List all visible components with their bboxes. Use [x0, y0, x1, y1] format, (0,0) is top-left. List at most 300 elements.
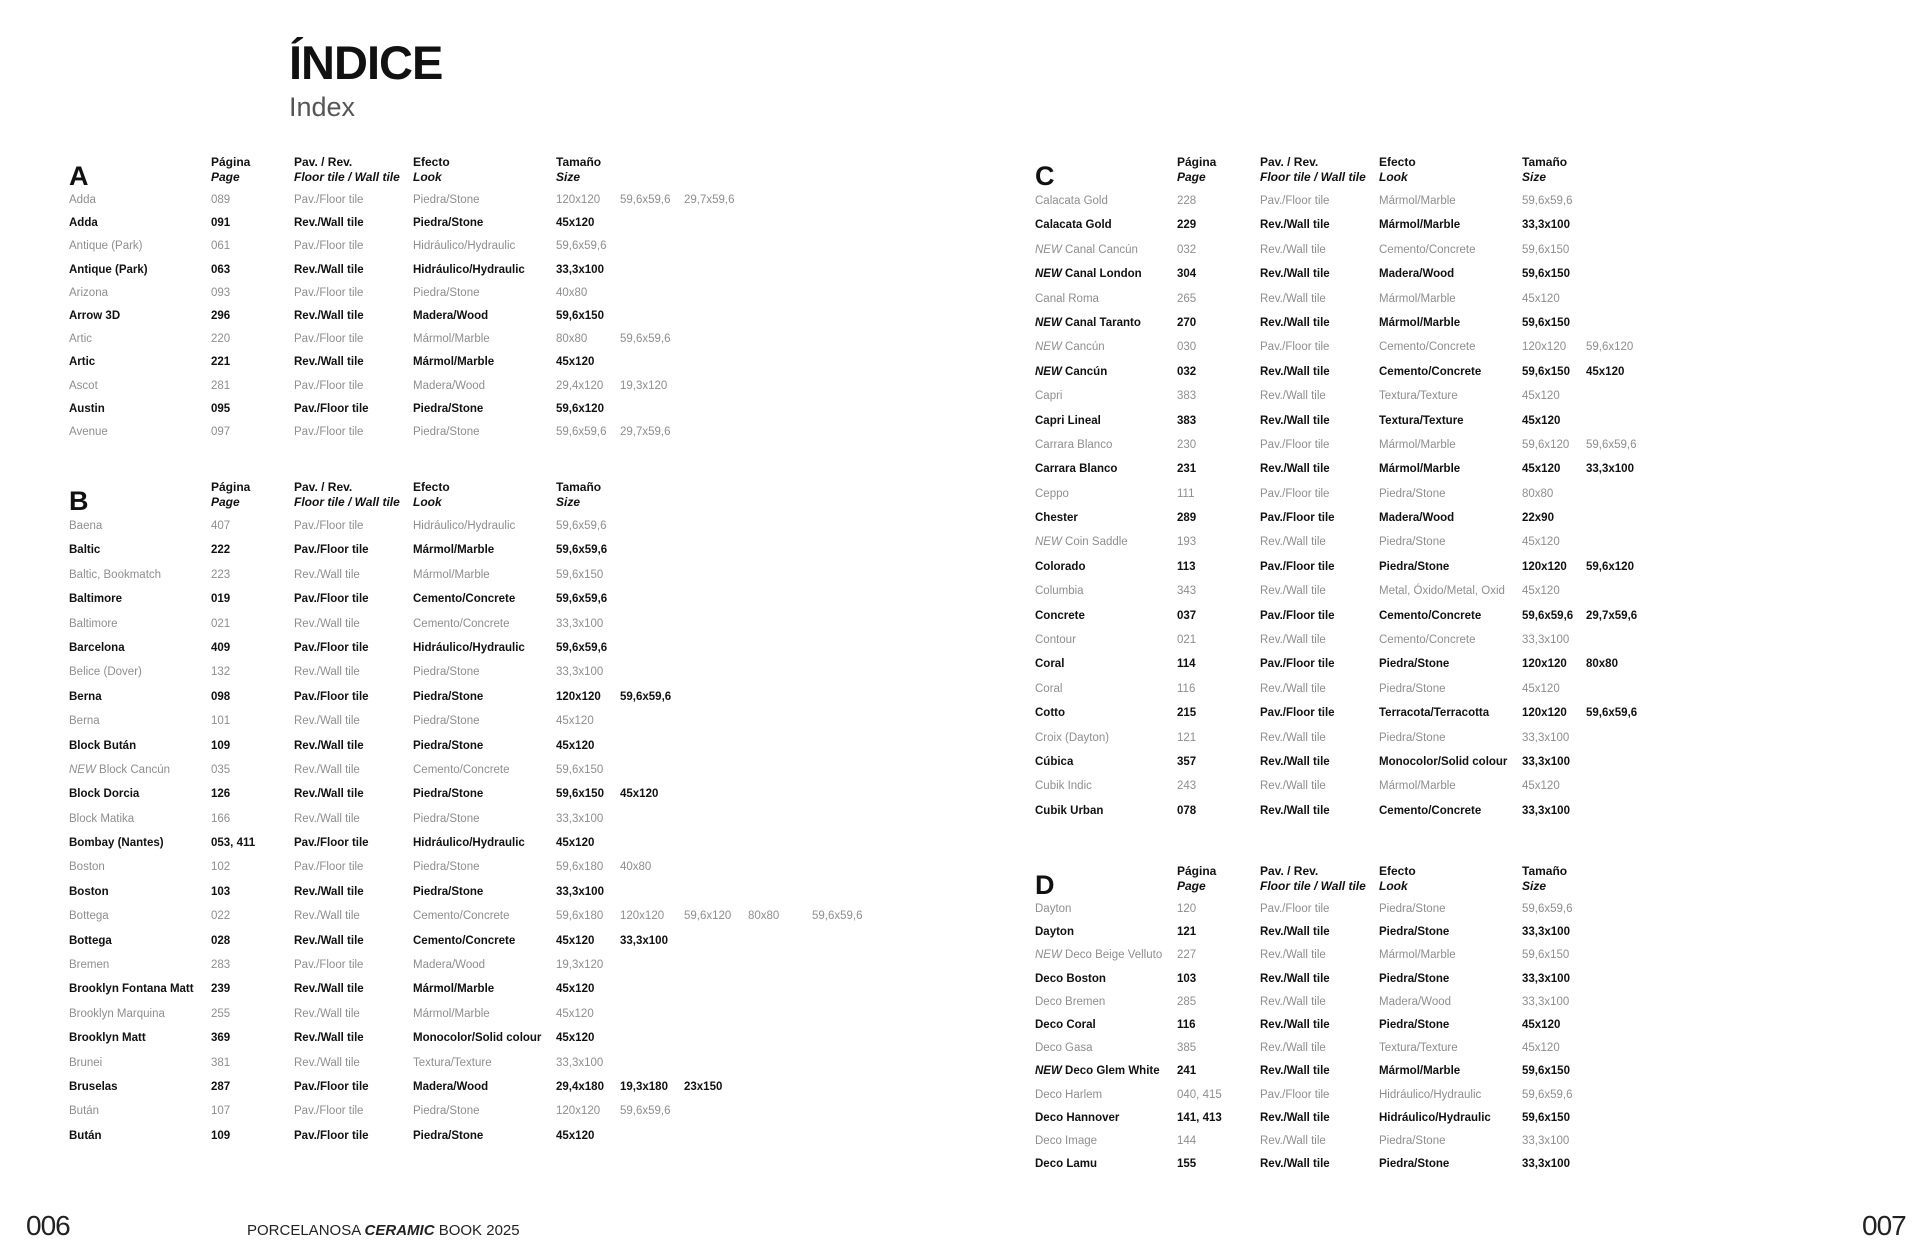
row-look: Textura/Texture	[413, 1056, 492, 1069]
row-page: 019	[211, 593, 231, 606]
row-name-text: Canal Taranto	[1065, 316, 1141, 329]
column-header-size	[1522, 864, 1567, 894]
column-label-look-en: Look	[1379, 879, 1408, 893]
index-row	[69, 305, 969, 328]
row-name-text: Austin	[69, 402, 105, 415]
row-name	[1035, 530, 1128, 554]
row-name-text: Deco Boston	[1035, 972, 1106, 985]
row-size: 45x120	[556, 1129, 595, 1142]
row-page: 126	[211, 788, 231, 801]
row-page: 132	[211, 666, 231, 679]
index-row	[1035, 311, 1920, 335]
row-size: 22x90	[1522, 512, 1554, 525]
row-tile: Rev./Wall tile	[294, 217, 364, 230]
row-name	[69, 1075, 118, 1099]
row-look: Piedra/Stone	[1379, 487, 1446, 500]
row-look: Hidráulico/Hydraulic	[1379, 1111, 1491, 1124]
row-look: Mármol/Marble	[1379, 195, 1456, 207]
row-tile: Rev./Wall tile	[1260, 972, 1330, 985]
column-label-size-en: Size	[556, 495, 581, 509]
row-page: 063	[211, 263, 231, 276]
row-name	[69, 831, 164, 855]
row-look: Metal, Óxido/Metal, Oxid	[1379, 585, 1505, 598]
row-name-text: Brooklyn Marquina	[69, 1007, 165, 1020]
row-look: Cemento/Concrete	[1379, 365, 1482, 378]
section-letter: B	[69, 486, 89, 516]
column-label-look: Efecto	[1379, 864, 1416, 878]
index-row	[69, 1026, 969, 1050]
row-size: 33,3x100	[1522, 926, 1570, 939]
page-number-left: 006	[26, 1210, 70, 1241]
row-size: 45x120	[1522, 585, 1560, 598]
column-label-look-en: Look	[413, 170, 442, 184]
row-name-text: Bruselas	[69, 1080, 118, 1093]
row-name	[69, 1124, 102, 1148]
row-name	[1035, 991, 1105, 1014]
row-name-text: Ceppo	[1035, 487, 1069, 500]
row-look: Hidráulico/Hydraulic	[413, 641, 525, 654]
row-size: 29,7x59,6	[1586, 609, 1638, 622]
row-tile: Rev./Wall tile	[1260, 536, 1326, 549]
page-subtitle: Index	[289, 92, 356, 122]
row-size: 33,3x100	[1522, 634, 1570, 647]
row-name-text: Boston	[69, 861, 105, 874]
row-page: 040, 415	[1177, 1088, 1222, 1101]
index-row	[69, 282, 969, 305]
column-label-size-en: Size	[1522, 170, 1547, 184]
column-label-tile-en: Floor tile / Wall tile	[1260, 170, 1366, 184]
row-name	[69, 538, 100, 562]
section-header	[69, 480, 969, 514]
index-row	[1035, 384, 1920, 408]
row-name	[69, 685, 102, 709]
row-name	[1035, 384, 1062, 408]
row-size: 59,6x59,6	[1522, 609, 1574, 622]
row-name-text: Contour	[1035, 634, 1076, 647]
row-look: Textura/Texture	[1379, 390, 1458, 403]
row-look: Madera/Wood	[413, 309, 489, 322]
row-name	[1035, 311, 1141, 335]
section-d	[1035, 864, 1920, 1176]
row-name	[69, 514, 102, 538]
row-size: 59,6x180	[556, 910, 604, 923]
row-name-text: Adda	[69, 194, 96, 206]
row-name	[69, 807, 134, 831]
row-tile: Rev./Wall tile	[1260, 1065, 1330, 1078]
row-name-text: Carrara Blanco	[1035, 438, 1113, 451]
row-name-text: Canal Cancún	[1065, 243, 1138, 256]
row-look: Textura/Texture	[1379, 1042, 1458, 1055]
row-size: 45x120	[556, 1007, 594, 1020]
row-name	[69, 351, 95, 374]
row-page: 111	[1177, 487, 1195, 500]
section-header	[69, 155, 969, 189]
row-look: Mármol/Marble	[1379, 219, 1461, 232]
index-row	[69, 514, 969, 538]
row-look: Mármol/Marble	[413, 983, 495, 996]
row-look: Piedra/Stone	[1379, 682, 1446, 695]
column-label-tile: Pav. / Rev.	[1260, 155, 1319, 169]
row-tile: Pav./Floor tile	[294, 1105, 364, 1118]
row-page: 114	[1177, 658, 1196, 671]
row-size: 19,3x120	[556, 959, 604, 972]
index-row	[69, 929, 969, 953]
column-header-size	[1522, 155, 1567, 185]
row-tile: Pav./Floor tile	[294, 1080, 369, 1093]
row-look: Piedra/Stone	[1379, 560, 1450, 573]
row-tile: Pav./Floor tile	[294, 379, 364, 392]
row-name	[1035, 1037, 1093, 1060]
index-row	[1035, 677, 1920, 701]
row-tile: Rev./Wall tile	[1260, 995, 1326, 1008]
index-row	[69, 636, 969, 660]
row-name	[1035, 360, 1107, 384]
row-tile: Pav./Floor tile	[1260, 341, 1330, 354]
index-row	[69, 977, 969, 1001]
row-tile: Rev./Wall tile	[1260, 1042, 1326, 1055]
row-name	[1035, 1107, 1119, 1130]
row-name-text: Block Matika	[69, 812, 135, 825]
column-header-page	[1177, 155, 1216, 185]
index-row	[69, 685, 969, 709]
row-name	[1035, 898, 1071, 921]
row-tile: Pav./Floor tile	[294, 837, 369, 850]
row-size: 80x80	[1522, 487, 1554, 500]
column-label-tile-en: Floor tile / Wall tile	[1260, 879, 1366, 893]
row-name	[69, 282, 108, 305]
row-look: Madera/Wood	[1379, 512, 1455, 525]
index-row	[1035, 750, 1920, 774]
row-name	[1035, 457, 1117, 481]
row-size: 40x80	[620, 861, 652, 874]
row-page: 028	[211, 934, 231, 947]
index-row	[1035, 1153, 1920, 1176]
row-look: Terracota/Terracotta	[1379, 707, 1490, 720]
index-row	[69, 734, 969, 758]
column-label-look: Efecto	[413, 155, 450, 169]
index-row	[69, 807, 969, 831]
row-page: 116	[1177, 682, 1196, 695]
row-page: 035	[211, 763, 231, 776]
index-row	[69, 880, 969, 904]
row-name	[1035, 774, 1092, 798]
index-row	[1035, 991, 1920, 1014]
row-name	[1035, 555, 1085, 579]
row-size: 45x120	[1522, 1018, 1561, 1031]
index-row	[1035, 774, 1920, 798]
row-name	[69, 612, 118, 636]
row-look: Hidráulico/Hydraulic	[413, 837, 525, 850]
row-size: 45x120	[1522, 292, 1560, 305]
column-label-look-en: Look	[413, 495, 442, 509]
column-label-tile: Pav. / Rev.	[294, 480, 353, 494]
row-page: 037	[1177, 609, 1197, 622]
row-name-text: Artic	[69, 333, 92, 346]
row-tile: Pav./Floor tile	[294, 402, 369, 415]
row-name	[69, 636, 125, 660]
row-name	[1035, 189, 1108, 213]
row-name-text: Cubik Indic	[1035, 780, 1092, 793]
row-size: 33,3x100	[556, 812, 604, 825]
row-page: 383	[1177, 390, 1197, 403]
row-look: Piedra/Stone	[413, 217, 484, 230]
row-tile: Rev./Wall tile	[1260, 1111, 1330, 1124]
row-page: 283	[211, 959, 231, 972]
row-look: Piedra/Stone	[1379, 1134, 1446, 1147]
row-look: Cemento/Concrete	[413, 763, 510, 776]
row-page: 030	[1177, 341, 1197, 354]
row-name	[69, 375, 98, 398]
row-page: 222	[211, 544, 231, 557]
row-name-text: Baena	[69, 520, 103, 532]
index-row	[1035, 335, 1920, 359]
row-page: 285	[1177, 995, 1197, 1008]
brand-name: PORCELANOSA	[247, 1222, 361, 1239]
index-row	[69, 328, 969, 351]
column-label-tile: Pav. / Rev.	[294, 155, 353, 169]
row-page: 369	[211, 1032, 231, 1045]
row-name-text: Deco Glem White	[1065, 1065, 1160, 1078]
row-name-text: Brooklyn Fontana Matt	[69, 983, 194, 996]
row-name-text: Adda	[69, 217, 98, 230]
row-size: 29,7x59,6	[684, 194, 735, 206]
row-name	[1035, 506, 1078, 530]
row-name	[69, 1099, 99, 1123]
row-name-text: Canal Roma	[1035, 292, 1099, 305]
row-size: 33,3x100	[1522, 972, 1570, 985]
footer-brand	[247, 1222, 520, 1239]
column-label-size: Tamaño	[556, 480, 602, 494]
row-name	[69, 305, 120, 328]
row-name-text: Deco Coral	[1035, 1018, 1096, 1031]
section-letter: C	[1035, 161, 1055, 191]
row-size: 33,3x100	[1522, 1134, 1570, 1147]
row-tile: Rev./Wall tile	[294, 983, 364, 996]
row-size: 33,3x100	[1522, 731, 1570, 744]
row-tile: Rev./Wall tile	[1260, 755, 1330, 768]
row-name	[69, 563, 161, 587]
row-size: 59,6x59,6	[620, 690, 672, 703]
row-page: 343	[1177, 585, 1197, 598]
row-tile: Pav./Floor tile	[1260, 560, 1335, 573]
row-look: Piedra/Stone	[413, 690, 484, 703]
row-name-text: Deco Lamu	[1035, 1158, 1097, 1171]
column-label-page: Página	[1177, 864, 1217, 878]
row-look: Piedra/Stone	[413, 812, 480, 825]
column-header-look	[413, 155, 450, 185]
row-page: 407	[211, 520, 231, 532]
row-name	[1035, 921, 1074, 944]
index-row	[1035, 628, 1920, 652]
row-name-text: Coral	[1035, 682, 1063, 695]
row-page: 121	[1177, 926, 1197, 939]
row-name-text: Baltimore	[69, 617, 118, 630]
row-look: Cemento/Concrete	[1379, 804, 1482, 817]
row-page: 113	[1177, 560, 1196, 573]
row-name-text: Deco Bremen	[1035, 995, 1106, 1008]
row-tile: Rev./Wall tile	[1260, 804, 1330, 817]
row-page: 089	[211, 194, 231, 206]
row-size: 33,3x100	[556, 1056, 604, 1069]
index-row	[1035, 968, 1920, 991]
row-size: 33,3x100	[1522, 995, 1570, 1008]
row-name-text: Antique (Park)	[69, 240, 143, 253]
row-name	[1035, 409, 1101, 433]
row-name-text: Baltic, Bookmatch	[69, 568, 162, 581]
row-page: 093	[211, 286, 231, 299]
column-label-size-en: Size	[1522, 879, 1547, 893]
row-look: Piedra/Stone	[413, 788, 484, 801]
row-size: 33,3x100	[1586, 463, 1634, 476]
index-row	[1035, 530, 1920, 554]
index-row	[69, 1124, 969, 1148]
section-letter: A	[69, 161, 89, 191]
row-look: Piedra/Stone	[413, 1129, 484, 1142]
row-page: 289	[1177, 512, 1197, 525]
row-tile: Pav./Floor tile	[294, 593, 369, 606]
row-name-text: Croix (Dayton)	[1035, 731, 1110, 744]
index-row	[69, 212, 969, 235]
row-size: 45x120	[1522, 536, 1560, 549]
row-page: 095	[211, 402, 231, 415]
row-page: 296	[211, 309, 231, 322]
row-size: 59,6x59,6	[1586, 707, 1638, 720]
row-name-text: Brooklyn Matt	[69, 1032, 146, 1045]
row-tile: Rev./Wall tile	[1260, 780, 1326, 793]
column-header-look	[413, 480, 450, 510]
row-size: 45x120	[556, 217, 595, 230]
row-size: 45x120	[556, 837, 595, 850]
row-size: 33,3x100	[1522, 1158, 1570, 1171]
row-size: 59,6x59,6	[556, 544, 608, 557]
row-page: 053, 411	[211, 837, 256, 850]
column-label-look: Efecto	[1379, 155, 1416, 169]
column-label-page-en: Page	[211, 170, 240, 184]
row-name-text: Bottega	[69, 910, 109, 923]
row-tile: Rev./Wall tile	[1260, 1158, 1330, 1171]
row-size: 33,3x100	[556, 617, 604, 630]
row-tile: Pav./Floor tile	[294, 333, 364, 346]
row-name-text: Bután	[69, 1129, 102, 1142]
row-page: 103	[211, 885, 231, 898]
column-header-look	[1379, 155, 1416, 185]
index-row	[1035, 1084, 1920, 1107]
index-row	[69, 1099, 969, 1123]
row-size: 59,6x59,6	[620, 1105, 671, 1118]
row-look: Mármol/Marble	[1379, 1065, 1461, 1078]
row-page: 107	[211, 1105, 231, 1118]
column-label-tile: Pav. / Rev.	[1260, 864, 1319, 878]
row-page: 144	[1177, 1134, 1197, 1147]
row-page: 101	[211, 715, 231, 728]
row-tile: Pav./Floor tile	[294, 544, 369, 557]
row-look: Piedra/Stone	[413, 739, 484, 752]
row-name	[69, 953, 109, 977]
row-name-text: Cubik Urban	[1035, 804, 1104, 817]
index-row	[1035, 726, 1920, 750]
row-look: Monocolor/Solid colour	[1379, 755, 1508, 768]
index-row	[1035, 482, 1920, 506]
row-page: 220	[211, 333, 231, 346]
row-tile: Rev./Wall tile	[294, 568, 360, 581]
row-name-text: Deco Gasa	[1035, 1042, 1093, 1055]
row-look: Madera/Wood	[1379, 995, 1452, 1008]
row-name-text: Baltic	[69, 544, 101, 557]
row-name-text: Block Dorcia	[69, 788, 140, 801]
new-badge: NEW	[1035, 1065, 1062, 1078]
column-header-look	[1379, 864, 1416, 894]
row-name	[69, 734, 136, 758]
row-size: 59,6x59,6	[1522, 903, 1573, 915]
row-name-text: Deco Harlem	[1035, 1088, 1103, 1101]
row-tile: Rev./Wall tile	[1260, 585, 1326, 598]
row-size: 120x120	[556, 690, 601, 703]
column-header-tile	[1260, 864, 1366, 894]
index-row	[69, 831, 969, 855]
column-header-tile	[1260, 155, 1366, 185]
row-name-text: Calacata Gold	[1035, 219, 1112, 232]
row-name	[1035, 628, 1076, 652]
index-row	[1035, 555, 1920, 579]
row-name	[69, 709, 100, 733]
row-look: Mármol/Marble	[413, 544, 495, 557]
row-size: 45x120	[1522, 390, 1560, 403]
row-page: 155	[1177, 1158, 1197, 1171]
row-name	[1035, 287, 1099, 311]
row-name	[1035, 579, 1084, 603]
row-name	[69, 977, 194, 1001]
row-page: 193	[1177, 536, 1197, 549]
row-look: Cemento/Concrete	[1379, 341, 1476, 354]
row-name	[1035, 1153, 1097, 1176]
row-size: 45x120	[556, 983, 595, 996]
row-page: 243	[1177, 780, 1197, 793]
row-name	[1035, 726, 1109, 750]
index-row	[1035, 506, 1920, 530]
row-tile: Pav./Floor tile	[1260, 1088, 1330, 1101]
index-row	[1035, 1060, 1920, 1083]
row-size: 45x120	[556, 1032, 595, 1045]
row-look: Madera/Wood	[1379, 268, 1455, 281]
index-row	[69, 398, 969, 421]
row-name-text: Cancún	[1065, 341, 1105, 354]
row-page: 121	[1177, 731, 1197, 744]
row-look: Piedra/Stone	[413, 715, 480, 728]
row-size: 59,6x150	[556, 309, 604, 322]
row-size: 33,3x100	[1522, 755, 1570, 768]
row-size: 45x120	[556, 739, 595, 752]
row-size: 45x120	[556, 356, 595, 369]
row-name-text: Block Bután	[69, 739, 137, 752]
page-title: ÍNDICE	[289, 36, 443, 89]
index-row	[69, 709, 969, 733]
row-name	[69, 328, 92, 351]
row-name-text: Deco Beige Velluto	[1065, 949, 1163, 962]
row-name-text: Colorado	[1035, 560, 1086, 573]
row-look: Piedra/Stone	[413, 885, 484, 898]
row-look: Mármol/Marble	[1379, 780, 1456, 793]
row-page: 032	[1177, 365, 1197, 378]
index-row	[69, 1051, 969, 1075]
row-name-text: Chester	[1035, 512, 1078, 525]
row-name-text: Capri	[1035, 390, 1063, 403]
row-name-text: Bremen	[69, 959, 110, 972]
brand-book: BOOK 2025	[438, 1222, 520, 1239]
new-badge: NEW	[1035, 949, 1062, 962]
row-name-text: Columbia	[1035, 585, 1084, 598]
row-look: Mármol/Marble	[1379, 463, 1461, 476]
row-size: 59,6x150	[1522, 243, 1570, 256]
